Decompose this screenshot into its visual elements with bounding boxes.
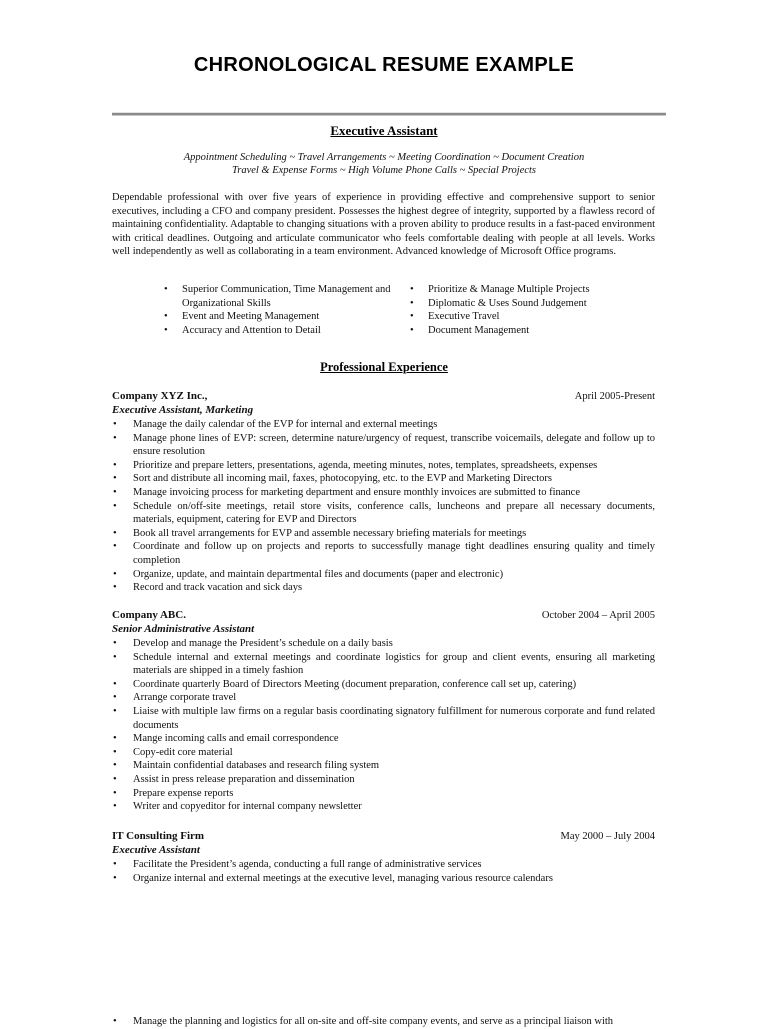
duty-item: • Book all travel arrangements for EVP and assemble necessary briefing materials for meetings xyxy=(112,527,655,541)
duties-list xyxy=(112,637,655,814)
skills-list-right xyxy=(410,283,655,337)
duty-item: • Coordinate and follow up on projects and reports to successfully manage tight deadlines ensuring quality and timely completion xyxy=(112,540,655,567)
job-position: Executive Assistant, Marketing xyxy=(112,404,254,416)
skill-item: • Event and Meeting Management xyxy=(164,310,396,324)
duty-item: • Coordinate quarterly Board of Directors Meeting (document preparation, conference call set up, catering) xyxy=(112,678,655,692)
duty-item: • Organize, update, and maintain departmental files and documents (paper and electronic) xyxy=(112,568,655,582)
title-divider xyxy=(112,112,666,116)
job-entry xyxy=(112,390,655,595)
job-dates: May 2000 – July 2004 xyxy=(560,831,655,842)
skill-item: • Superior Communication, Time Management and Organizational Skills xyxy=(164,283,396,310)
job-position: Senior Administrative Assistant xyxy=(112,623,255,635)
role-title: Executive Assistant xyxy=(330,123,438,138)
cut-off-duty-list xyxy=(112,1015,655,1029)
duty-item: • Manage the daily calendar of the EVP for internal and external meetings xyxy=(112,418,655,432)
duty-item: • Prepare expense reports xyxy=(112,787,655,801)
duty-item: • Mange incoming calls and email correspondence xyxy=(112,732,655,746)
tagline-line-1: Appointment Scheduling ~ Travel Arrangements ~ Meeting Coordination ~ Document Creation xyxy=(183,152,585,163)
duty-item: • Liaise with multiple law firms on a regular basis coordinating signatory fulfillment for numerous corporate and fund related documents xyxy=(112,705,655,732)
duty-item: • Schedule internal and external meetings and coordinate logistics for group and client events, ensuring all marketing materials are shipped in a timely fashion xyxy=(112,651,655,678)
duty-item: • Develop and manage the President’s schedule on a daily basis xyxy=(112,637,655,651)
company-name: Company XYZ Inc., xyxy=(112,390,208,402)
duty-item: • Arrange corporate travel xyxy=(112,691,655,705)
duty-item: • Sort and distribute all incoming mail, faxes, photocopying, etc. to the EVP and Marketing Directors xyxy=(112,472,655,486)
duty-item: • Manage invoicing process for marketing department and ensure monthly invoices are submitted to finance xyxy=(112,486,655,500)
duty-item: • Writer and copyeditor for internal company newsletter xyxy=(112,800,655,814)
job-header xyxy=(112,390,655,404)
duty-item: • Manage phone lines of EVP: screen, determine nature/urgency of request, transcribe voicemails, delegate and follow up to ensure resolution xyxy=(112,432,655,459)
job-entry xyxy=(112,609,655,814)
duty-item: • Prioritize and prepare letters, presentations, agenda, meeting minutes, notes, templates, spreadsheets, expenses xyxy=(112,459,655,473)
company-name: IT Consulting Firm xyxy=(112,830,205,842)
skill-item: • Document Management xyxy=(410,324,655,338)
duty-item: • Maintain confidential databases and research filing system xyxy=(112,759,655,773)
experience-heading: Professional Experience xyxy=(320,360,448,374)
duty-item: • Record and track vacation and sick days xyxy=(112,581,655,595)
duty-item: • Manage the planning and logistics for all on-site and off-site company events, and serve as a principal liaison with xyxy=(112,1015,655,1029)
job-dates: April 2005-Present xyxy=(574,391,655,402)
duty-item: • Schedule on/off-site meetings, retail store visits, conference calls, luncheons and prepare all necessary documents, materials, equipment, catering for EVP and Directors xyxy=(112,500,655,527)
duty-item: • Assist in press release preparation and dissemination xyxy=(112,773,655,787)
skill-item: • Executive Travel xyxy=(410,310,655,324)
job-entry xyxy=(112,830,655,885)
document-title: CHRONOLOGICAL RESUME EXAMPLE xyxy=(193,54,575,76)
duty-item: • Facilitate the President’s agenda, conducting a full range of administrative services xyxy=(112,858,655,872)
company-name: Company ABC. xyxy=(112,609,186,621)
job-dates: October 2004 – April 2005 xyxy=(541,610,655,621)
duties-list xyxy=(112,858,655,885)
tagline-line-2: Travel & Expense Forms ~ High Volume Phone Calls ~ Special Projects xyxy=(231,165,537,176)
skill-item: • Diplomatic & Uses Sound Judgement xyxy=(410,297,655,311)
job-header xyxy=(112,609,655,623)
profile-summary: Dependable professional with over five years of experience in providing effective and comprehensive support to senior executives, including a CFO and company president. Possesses the highest degree of integrity, supported by a flawless record of maintaining confidentiality. Adaptable to changing situations with a proven ability to produce results in a fast-paced environment with critical deadlines. Outgoing and articulate communicator who feels comfortable dealing with people at all levels. Works well independently as well as collaborating in a team environment. Advanced knowledge of Microsoft Office programs. xyxy=(112,192,655,257)
duties-list xyxy=(112,418,655,595)
duty-item: • Organize internal and external meetings at the executive level, managing various resource calendars xyxy=(112,872,655,886)
skill-item: • Accuracy and Attention to Detail xyxy=(164,324,396,338)
job-header xyxy=(112,830,655,844)
duty-item: • Copy-edit core material xyxy=(112,746,655,760)
skills-list-left xyxy=(164,283,396,337)
skill-item: • Prioritize & Manage Multiple Projects xyxy=(410,283,655,297)
job-position: Executive Assistant xyxy=(112,844,200,856)
